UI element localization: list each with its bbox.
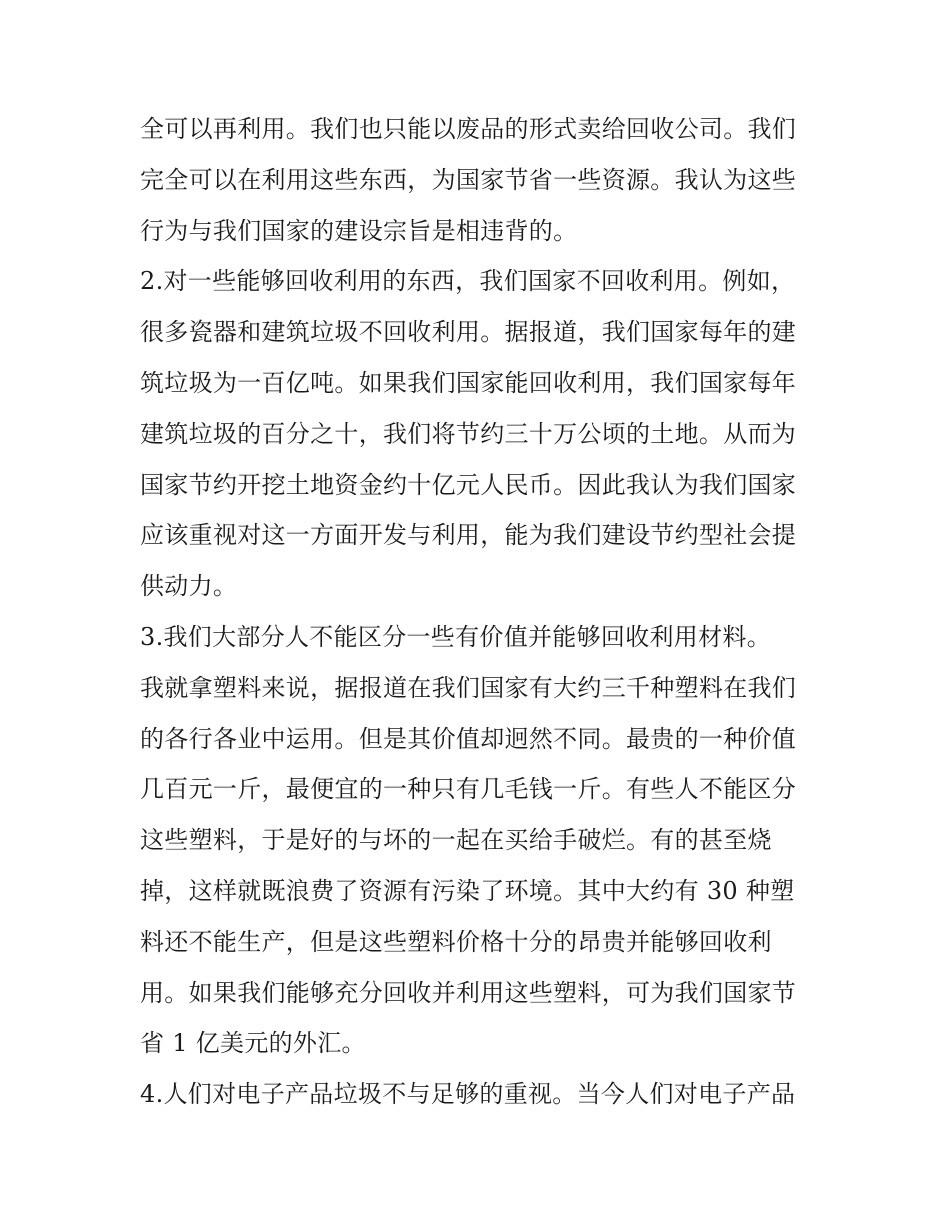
text-line: 用。如果我们能够充分回收并利用这些塑料，可为我们国家节 (140, 978, 797, 1007)
text-line: 筑垃圾为一百亿吨。如果我们国家能回收利用，我们国家每年 (140, 368, 797, 397)
text-line: 这些塑料，于是好的与坏的一起在买给手破烂。有的甚至烧 (140, 826, 772, 855)
text-line: 行为与我们国家的建设宗旨是相违背的。 (140, 216, 578, 245)
text-line: 供动力。 (140, 572, 238, 601)
text-line: 省 1 亿美元的外汇。 (140, 1029, 366, 1058)
text-line: 我就拿塑料来说，据报道在我们国家有大约三千种塑料在我们 (140, 673, 797, 702)
text-line: 3.我们大部分人不能区分一些有价值并能够回收利用材料。 (140, 622, 771, 651)
text-line: 全可以再利用。我们也只能以废品的形式卖给回收公司。我们 (140, 115, 797, 143)
text-line: 国家节约开挖土地资金约十亿元人民币。因此我认为我们国家 (140, 470, 797, 499)
body-text (140, 104, 820, 1120)
text-line: 掉，这样就既浪费了资源有污染了环境。其中大约有 30 种塑 (140, 876, 795, 905)
text-line: 2.对一些能够回收利用的东西，我们国家不回收利用。例如， (140, 267, 796, 296)
text-line: 完全可以在利用这些东西，为国家节省一些资源。我认为这些 (140, 165, 797, 194)
text-line: 料还不能生产，但是这些塑料价格十分的昂贵并能够回收利 (140, 927, 772, 956)
text-line: 几百元一斤，最便宜的一种只有几毛钱一斤。有些人不能区分 (140, 775, 797, 804)
text-line: 很多瓷器和建筑垃圾不回收利用。据报道，我们国家每年的建 (140, 318, 797, 347)
text-line: 4.人们对电子产品垃圾不与足够的重视。当今人们对电子产品 (140, 1080, 796, 1109)
text-line: 应该重视对这一方面开发与利用，能为我们建设节约型社会提 (140, 521, 797, 550)
text-line: 的各行各业中运用。但是其价值却迥然不同。最贵的一种价值 (140, 724, 797, 753)
text-line: 建筑垃圾的百分之十，我们将节约三十万公顷的土地。从而为 (140, 419, 797, 448)
